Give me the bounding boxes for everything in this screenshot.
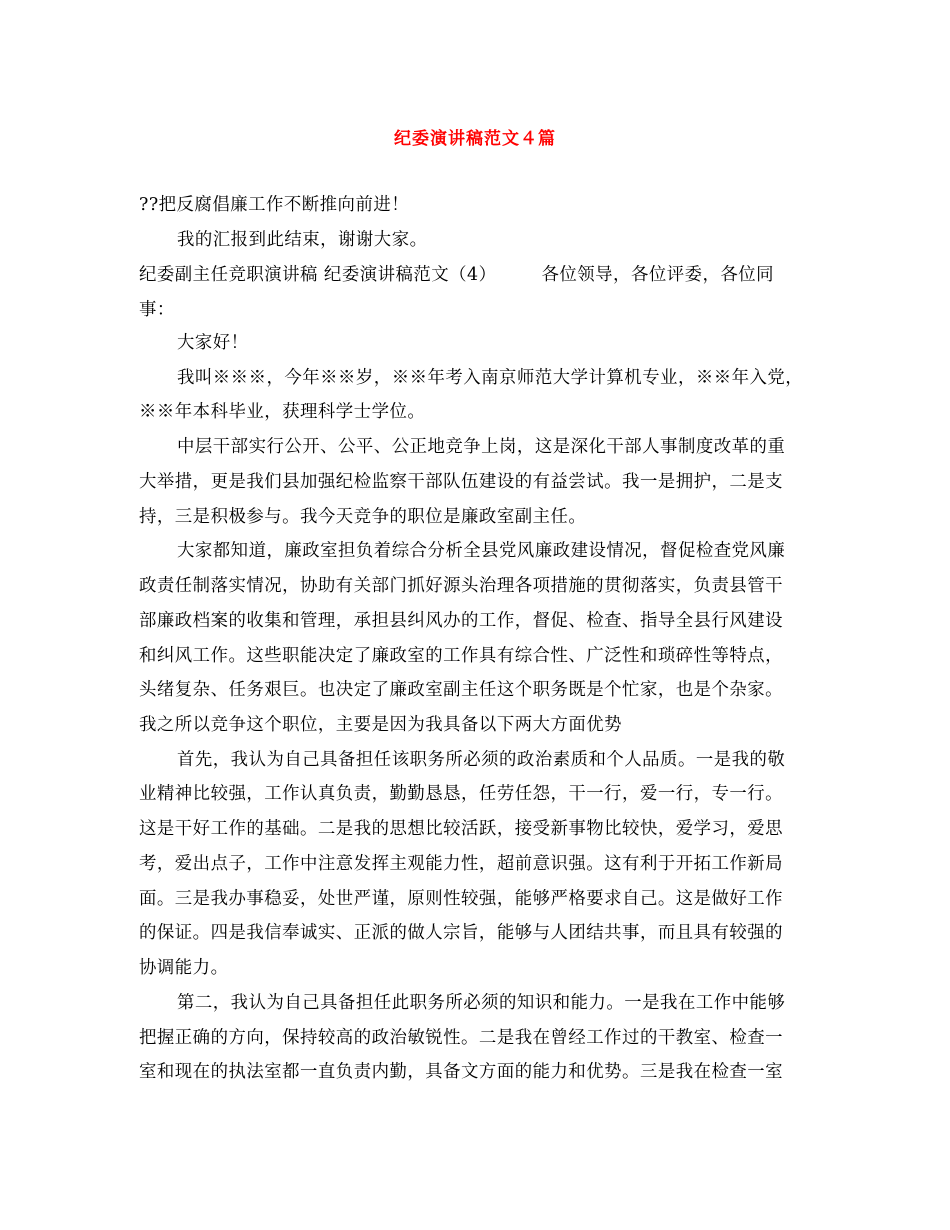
paragraph-line: 首先，我认为自己具备担任该职务所必须的政治素质和个人品质。一是我的敬 [177, 750, 786, 770]
paragraph-line: 室和现在的执法室都一直负责内勤，具备文方面的能力和优势。三是我在检查一室 [139, 1062, 784, 1082]
paragraph-line: 大家都知道，廉政室担负着综合分析全县党风廉政建设情况，督促检查党风廉 [177, 541, 786, 561]
paragraph-line: 大举措，更是我们县加强纪检监察干部队伍建设的有益尝试。我一是拥护，二是支 [139, 472, 784, 492]
paragraph-line: 面。三是我办事稳妥，处世严谨，原则性较强，能够严格要求自己。这是做好工作 [139, 889, 784, 909]
paragraph-line: 政责任制落实情况，协助有关部门抓好源头治理各项措施的贯彻落实，负责县管干 [139, 576, 784, 596]
paragraph-line: 第二，我认为自己具备担任此职务所必须的知识和能力。一是我在工作中能够 [177, 993, 786, 1013]
paragraph-line: 把握正确的方向，保持较高的政治敏锐性。二是我在曾经工作过的干教室、检查一 [139, 1028, 784, 1048]
paragraph-line: 协调能力。 [139, 958, 229, 978]
paragraph-line: ※※年本科毕业，获理科学士学位。 [139, 402, 426, 422]
paragraph-line: 大家好！ [177, 333, 249, 353]
paragraph-line: 我之所以竞争这个职位，主要是因为我具备以下两大方面优势 [139, 715, 623, 735]
paragraph-line: 和纠风工作。这些职能决定了廉政室的工作具有综合性、广泛性和琐碎性等特点， [139, 646, 784, 666]
paragraph-line: ??把反腐倡廉工作不断推向前进！ [139, 195, 410, 215]
paragraph-line: 这是干好工作的基础。二是我的思想比较活跃，接受新事物比较快，爱学习，爱思 [139, 819, 784, 839]
paragraph-line: 头绪复杂、任务艰巨。也决定了廉政室副主任这个职务既是个忙家，也是个杂家。 [139, 680, 784, 700]
document-title: 纪委演讲稿范文４篇 [394, 129, 556, 149]
paragraph-line: 的保证。四是我信奉诚实、正派的做人宗旨，能够与人团结共事，而且具有较强的 [139, 923, 784, 943]
paragraph-line: 纪委副主任竞职演讲稿 纪委演讲稿范文（4） 各位领导，各位评委，各位同 [139, 265, 775, 285]
paragraph-line: 业精神比较强，工作认真负责，勤勤恳恳，任劳任怨，干一行，爱一行，专一行。 [139, 784, 784, 804]
paragraph-line: 持，三是积极参与。我今天竞争的职位是廉政室副主任。 [139, 507, 587, 527]
paragraph-line: 部廉政档案的收集和管理，承担县纠风办的工作，督促、检查、指导全县行风建设 [139, 611, 784, 631]
paragraph-line: 考，爱出点子，工作中注意发挥主观能力性，超前意识强。这有利于开拓工作新局 [139, 854, 784, 874]
paragraph-line: 我叫※※※，今年※※岁，※※年考入南京师范大学计算机专业，※※年入党， [177, 368, 804, 388]
paragraph-line: 事： [139, 300, 175, 320]
paragraph-line: 中层干部实行公开、公平、公正地竞争上岗，这是深化干部人事制度改革的重 [177, 437, 786, 457]
paragraph-line: 我的汇报到此结束，谢谢大家。 [177, 230, 428, 250]
